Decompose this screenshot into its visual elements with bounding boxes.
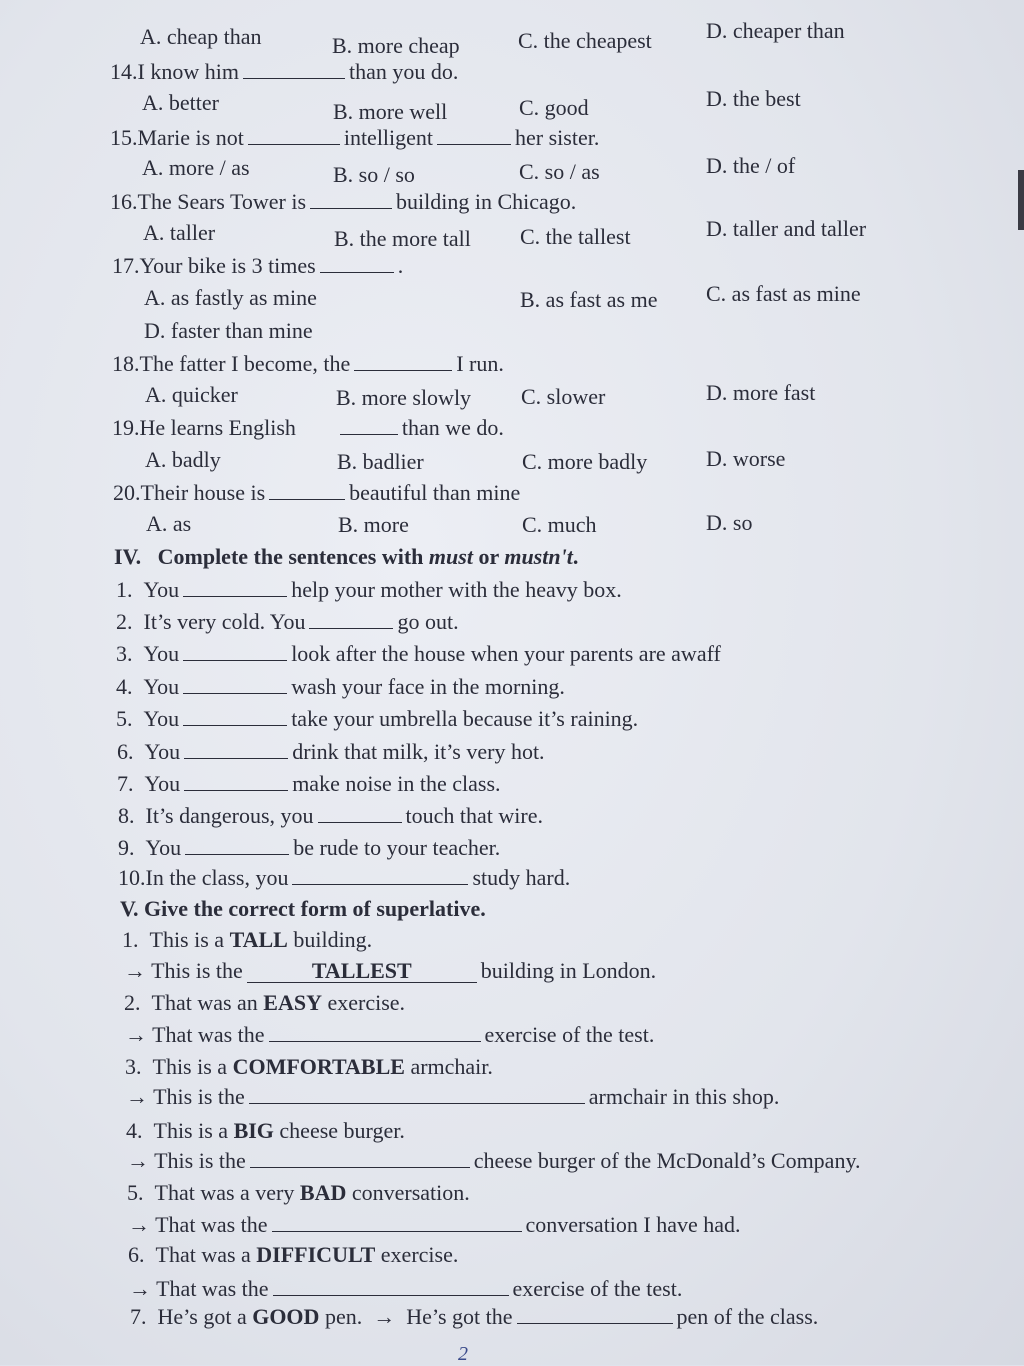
arrow-icon: → [373,1304,396,1329]
q19-post: than we do. [401,415,504,440]
v-item-keyword: EASY [263,990,322,1015]
v-item-keyword: GOOD [252,1304,320,1329]
iv-item-post: make noise in the class. [292,771,501,796]
q15-blank-1[interactable] [248,126,340,145]
q20-option-c: C. much [522,512,597,537]
v-item-post: armchair. [410,1054,493,1079]
v-item-post: building. [293,927,373,952]
q18-blank[interactable] [354,352,452,371]
v-item-3-prompt [125,1056,493,1078]
v-answer-post: exercise of the test. [512,1276,683,1301]
page-number: 2 [458,1343,468,1365]
q18-option-a: A. quicker [145,382,238,407]
q14-option-a: A. better [142,90,219,115]
iv-item-post: look after the house when your parents are awaff [291,641,721,666]
q15-blank-2[interactable] [437,126,511,145]
iv-item-blank[interactable] [309,610,393,629]
v-item-number: 2. [124,990,141,1015]
iv-item-blank[interactable] [183,578,287,597]
iv-item-blank[interactable] [183,675,287,694]
q13-option-a: A. cheap than [140,24,262,49]
v-item-keyword: COMFORTABLE [232,1054,405,1079]
q18-option-c: C. slower [521,384,606,409]
arrow-icon: → [126,1084,148,1109]
q17-stem [112,254,403,277]
v-item-1-answer [124,960,656,983]
iv-item-7 [117,772,501,795]
v-item-pre: That was a very [154,1180,295,1205]
iv-item-number: 3. [116,641,133,666]
v-answer-blank[interactable] [269,1041,481,1042]
q15-option-d: D. the / of [706,153,796,178]
iv-item-pre: It’s dangerous, you [145,803,314,828]
section-iv-period: . [572,544,579,569]
iv-item-pre: It’s very cold. You [143,609,306,634]
q18-post: I run. [456,351,504,376]
v-item-pre: This is a [152,1054,228,1079]
iv-item-blank[interactable] [292,866,468,885]
q16-option-a: A. taller [143,220,216,245]
q17-option-d: D. faster than mine [144,318,313,343]
q17-post: . [397,253,404,278]
v-item-3-answer [126,1086,779,1108]
q15-option-b: B. so / so [333,162,415,187]
iv-item-10 [118,866,570,889]
q20-option-d: D. so [706,510,753,535]
iv-item-number: 7. [117,771,134,796]
iv-item-post: study hard. [472,865,571,890]
v-answer-pre: This is the [154,1148,246,1173]
v-answer-blank[interactable]: TALLEST [247,960,477,983]
q19-blank[interactable] [340,416,398,435]
v-item-4-prompt [126,1120,405,1142]
q18-option-b: B. more slowly [336,385,472,410]
iv-item-6 [117,740,545,763]
v-item-5-answer [128,1214,741,1236]
q14-post: than you do. [348,59,459,84]
q17-option-a: A. as fastly as mine [144,285,317,310]
iv-item-2 [116,610,459,633]
iv-item-pre: You [144,771,181,796]
section-iv-or: or [478,544,499,569]
q17-pre: 17.Your bike is 3 times [112,253,316,278]
arrow-icon: → [129,1276,151,1301]
arrow-icon: → [125,1022,147,1047]
iv-item-pre: You [143,674,180,699]
v-item-pre: This is a [149,927,225,952]
arrow-icon: → [127,1148,149,1173]
q17-option-b: B. as fast as me [520,287,658,312]
section-iv-heading [114,546,578,568]
section-iv-title: Complete the sentences with [157,544,424,569]
v-answer-post: building in London. [480,958,657,983]
q20-pre: 20.Their house is [113,480,266,505]
v-item-number: 1. [122,927,139,952]
q14-option-b: B. more well [333,99,448,124]
v-item-number: 6. [128,1242,145,1267]
section-iv-must: must [428,544,473,569]
q16-blank[interactable] [310,190,392,209]
v-item-post: cheese burger. [279,1118,405,1143]
q13-option-d: D. cheaper than [706,18,845,43]
v-answer-pre: That was the [155,1212,268,1237]
iv-item-blank[interactable] [184,740,288,759]
iv-item-1 [116,578,622,601]
v-item-4-answer [127,1150,861,1172]
v-item-post: exercise. [327,990,406,1015]
v-item-pre: That was an [151,990,258,1015]
iv-item-3 [116,642,721,665]
v-item-2-prompt [124,992,405,1014]
v-item-post: exercise. [380,1242,459,1267]
q16-option-c: C. the tallest [520,224,631,249]
v-item-2-answer [125,1024,654,1046]
q20-option-a: A. as [146,511,192,536]
v-item-keyword: BIG [233,1118,274,1143]
v-item-keyword: DIFFICULT [256,1242,376,1267]
q16-post: building in Chicago. [396,189,577,214]
q14-pre: 14.I know him [110,59,239,84]
v-item-5-prompt [127,1182,470,1204]
q18-stem [112,352,504,375]
iv-item-pre: You [143,706,180,731]
iv-item-number: 5. [116,706,133,731]
v-item-1-prompt [122,929,372,951]
q19-pre: 19.He learns English [112,415,296,440]
iv-item-pre: You [143,577,180,602]
v-answer-pre: This is the [151,958,243,983]
v-item-7 [130,1306,818,1328]
v-answer-post: pen of the class. [676,1304,819,1329]
iv-item-blank[interactable] [183,707,287,726]
section-iv-number: IV. [114,544,142,569]
v-item-pre: This is a [153,1118,229,1143]
v-item-number: 3. [125,1054,142,1079]
v-answer-pre: That was the [152,1022,265,1047]
iv-item-blank[interactable] [185,836,289,855]
q20-option-b: B. more [338,512,409,537]
iv-item-9 [118,836,500,859]
q18-pre: 18.The fatter I become, the [112,351,351,376]
q19-option-b: B. badlier [337,449,424,474]
iv-item-number: 6. [117,739,134,764]
v-item-post: pen. [324,1304,363,1329]
iv-item-post: drink that milk, it’s very hot. [292,739,545,764]
iv-item-5 [116,707,638,730]
v-answer-blank[interactable] [250,1167,470,1168]
iv-item-number: 2. [116,609,133,634]
q13-option-c: C. the cheapest [518,28,652,53]
iv-item-number: 9. [118,835,135,860]
q14-option-d: D. the best [706,86,801,111]
v-answer-blank[interactable] [517,1323,673,1324]
iv-item-pre: You [143,641,180,666]
v-item-keyword: TALL [229,927,288,952]
q15-pre: 15.Marie is not [110,125,244,150]
q14-option-c: C. good [519,95,589,120]
q19-option-d: D. worse [706,446,786,471]
v-item-number: 5. [127,1180,144,1205]
q14-blank[interactable] [243,60,345,79]
q18-option-d: D. more fast [706,380,816,405]
v-answer-blank[interactable] [249,1103,585,1104]
iv-item-number: 8. [118,803,135,828]
v-item-pre: He’s got a [157,1304,247,1329]
iv-item-blank[interactable] [183,642,287,661]
arrow-icon: → [124,958,146,983]
q19-option-c: C. more badly [522,449,648,474]
q15-mid: intelligent [343,125,434,150]
iv-item-post: wash your face in the morning. [291,674,565,699]
arrow-icon: → [128,1212,150,1237]
v-answer-blank[interactable] [272,1231,522,1232]
iv-item-blank[interactable] [318,804,402,823]
v-item-post: conversation. [351,1180,470,1205]
section-iv-mustnt: mustn't [504,544,573,569]
iv-item-8 [118,804,543,827]
iv-item-pre: You [145,835,182,860]
q20-stem [113,481,520,504]
iv-item-post: go out. [397,609,459,634]
q17-blank[interactable] [320,254,394,273]
iv-item-4 [116,675,565,698]
iv-item-number: 10. [118,865,146,890]
iv-item-blank[interactable] [184,772,288,791]
q20-blank[interactable] [269,481,345,500]
q15-option-c: C. so / as [519,159,600,184]
iv-item-post: touch that wire. [405,803,543,828]
iv-item-number: 1. [116,577,133,602]
page-edge-shadow [1018,170,1024,230]
iv-item-number: 4. [116,674,133,699]
v-answer-blank[interactable] [273,1295,509,1296]
v-item-6-answer [129,1278,682,1300]
v-item-pre: That was a [155,1242,251,1267]
section-v-heading: V. Give the correct form of superlative. [120,896,486,921]
v-item-number: 7. [130,1304,147,1329]
q19-option-a: A. badly [145,447,221,472]
v-answer-pre: This is the [153,1084,245,1109]
q20-post: beautiful than mine [349,480,521,505]
v-answer-post: conversation I have had. [525,1212,741,1237]
v-answer-pre: He’s got the [406,1304,513,1329]
q16-stem [110,190,576,213]
v-item-keyword: BAD [299,1180,347,1205]
v-item-number: 4. [126,1118,143,1143]
q16-pre: 16.The Sears Tower is [110,189,307,214]
q14-stem [110,60,458,83]
v-item-6-prompt [128,1244,458,1266]
q15-option-a: A. more / as [142,155,250,180]
q19-stem [112,416,504,439]
q16-option-b: B. the more tall [334,226,471,251]
iv-item-pre: You [144,739,181,764]
q13-option-b: B. more cheap [332,33,460,58]
v-answer-post: exercise of the test. [484,1022,655,1047]
iv-item-post: help your mother with the heavy box. [291,577,622,602]
iv-item-post: take your umbrella because it’s raining. [291,706,639,731]
iv-item-pre: In the class, you [145,865,289,890]
iv-item-post: be rude to your teacher. [293,835,501,860]
q15-stem [110,126,599,149]
q15-post: her sister. [515,125,600,150]
q16-option-d: D. taller and taller [706,216,867,241]
q17-option-c: C. as fast as mine [706,281,861,306]
v-answer-pre: That was the [156,1276,269,1301]
v-answer-post: armchair in this shop. [588,1084,780,1109]
v-answer-post: cheese burger of the McDonald’s Company. [473,1148,861,1173]
